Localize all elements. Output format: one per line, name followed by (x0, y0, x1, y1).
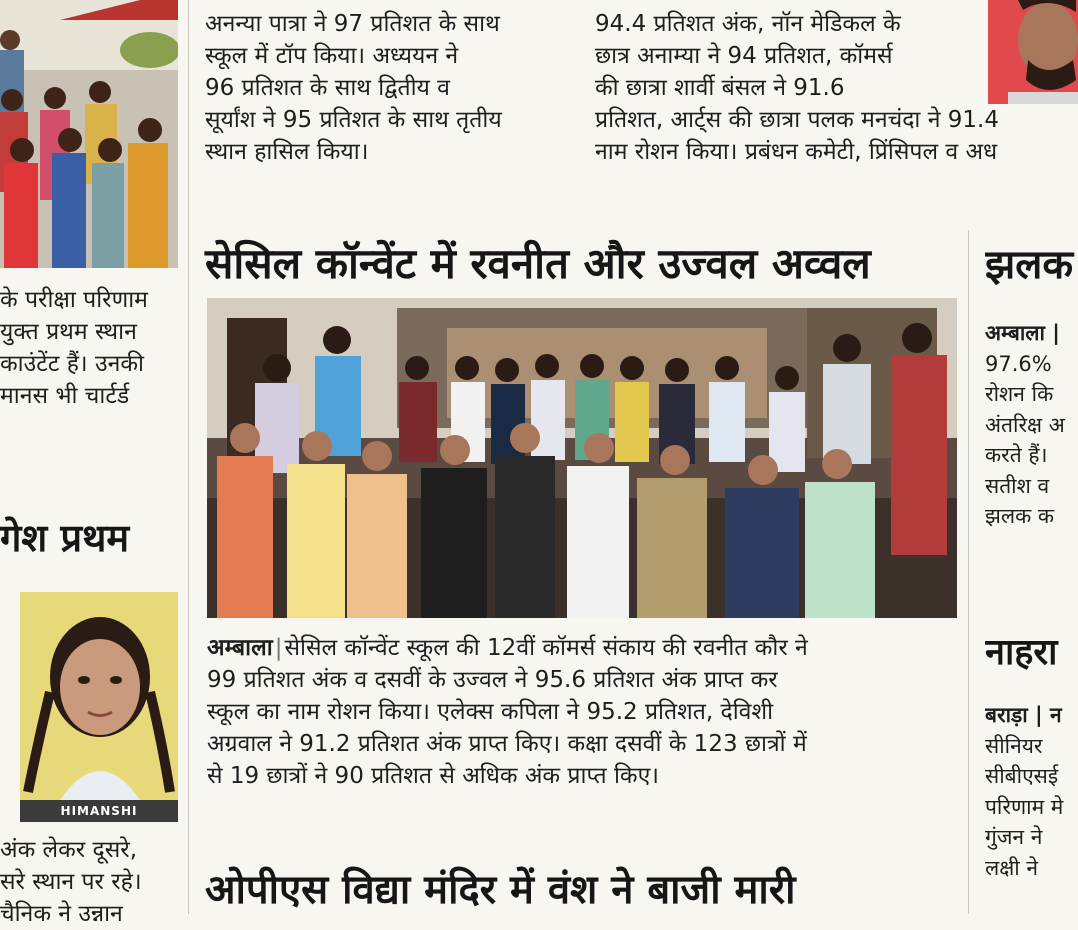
top-left-photo (0, 0, 178, 268)
right-line: गुंजन ने (985, 825, 1043, 849)
right-line: झलक क (985, 504, 1055, 528)
top-middle-text (205, 8, 567, 168)
right-line: सतीश व (985, 473, 1050, 498)
top-middle-line: स्थान हासिल किया। (205, 139, 369, 165)
top-right-portrait (988, 0, 1078, 104)
body-line: स्कूल का नाम रोशन किया। एलेक्स कपिला ने 95.2 प्रतिशत, देविशी (207, 699, 774, 725)
top-right-line: प्रतिशत, आर्ट्स की छात्रा पलक मनचंदा ने 91.4 (595, 107, 999, 133)
himanshi-photo (20, 592, 178, 822)
left-bottom-line: चैनिक ने उन्नान (0, 901, 123, 927)
left-bottom-line: सरे स्थान पर रहे। (0, 869, 142, 895)
right-column-text-2 (985, 700, 1078, 883)
right-line: सीबीएसई (985, 764, 1059, 788)
right-line: अंतरिक्ष अ (985, 412, 1065, 437)
top-middle-line: अनन्या पात्रा ने 97 प्रतिशत के साथ (205, 11, 500, 37)
body-line-text: सेसिल कॉन्वेंट स्कूल की 12वीं कॉमर्स संकाय की रवनीत कौर ने (284, 635, 808, 661)
main-article-body (207, 632, 955, 792)
right-line: रोशन कि (985, 382, 1054, 406)
left-text-line: काउंटेंट हैं। उनकी (0, 351, 144, 377)
left-text-line: युक्त प्रथम स्थान (0, 319, 137, 345)
top-right-line: नाम रोशन किया। प्रबंधन कमेटी, प्रिंसिपल व अध (595, 139, 998, 165)
right-line: अम्बाला | (985, 321, 1060, 345)
group-photo (207, 298, 957, 618)
right-line: लक्षी ने (985, 855, 1039, 880)
top-middle-line: स्कूल में टॉप किया। अध्ययन ने (205, 43, 459, 69)
dateline-separator: | (274, 635, 283, 661)
right-headline-2: नाहरा (985, 632, 1058, 673)
left-text-line: मानस भी चार्टर्ड (0, 383, 130, 409)
body-line: 99 प्रतिशत अंक व दसवीं के उज्वल ने 95.6 प्रतिशत अंक प्राप्त कर (207, 667, 778, 693)
top-middle-line: सूर्यांश ने 95 प्रतिशत के साथ तृतीय (205, 107, 502, 133)
body-line (207, 632, 955, 664)
column-divider (968, 230, 969, 914)
left-bottom-text (0, 834, 178, 930)
left-text-line: के परीक्षा परिणाम (0, 287, 148, 313)
left-headline: गेश प्रथम (0, 516, 130, 560)
right-headline-1: झलक (985, 242, 1074, 288)
right-line: बराड़ा | न (985, 703, 1062, 727)
photo-caption: HIMANSHI (20, 800, 178, 822)
right-line: सीनियर (985, 733, 1043, 758)
top-right-line: की छात्रा शार्वी बंसल ने 91.6 (595, 75, 845, 101)
right-line: परिणाम मे (985, 794, 1064, 819)
right-line: करते हैं। (985, 443, 1048, 467)
top-right-line: 94.4 प्रतिशत अंक, नॉन मेडिकल के (595, 11, 901, 37)
body-line: से 19 छात्रों ने 90 प्रतिशत से अधिक अंक प्राप्त किए। (207, 763, 660, 789)
dateline: अम्बाला (207, 635, 273, 661)
left-column-text (0, 284, 178, 412)
top-middle-line: 96 प्रतिशत के साथ द्वितीय व (205, 75, 450, 101)
right-line: 97.6% (985, 351, 1052, 376)
column-divider (188, 0, 189, 914)
next-headline: ओपीएस विद्या मंदिर में वंश ने बाजी मारी (205, 867, 796, 913)
left-bottom-line: अंक लेकर दूसरे, (0, 837, 138, 863)
right-column-text-1 (985, 318, 1078, 532)
main-headline: सेसिल कॉन्वेंट में रवनीत और उज्वल अव्वल (205, 239, 871, 288)
top-right-line: छात्र अनाम्या ने 94 प्रतिशत, कॉमर्स (595, 43, 893, 69)
body-line: अग्रवाल ने 91.2 प्रतिशत अंक प्राप्त किए। कक्षा दसवीं के 123 छात्रों में (207, 731, 807, 757)
